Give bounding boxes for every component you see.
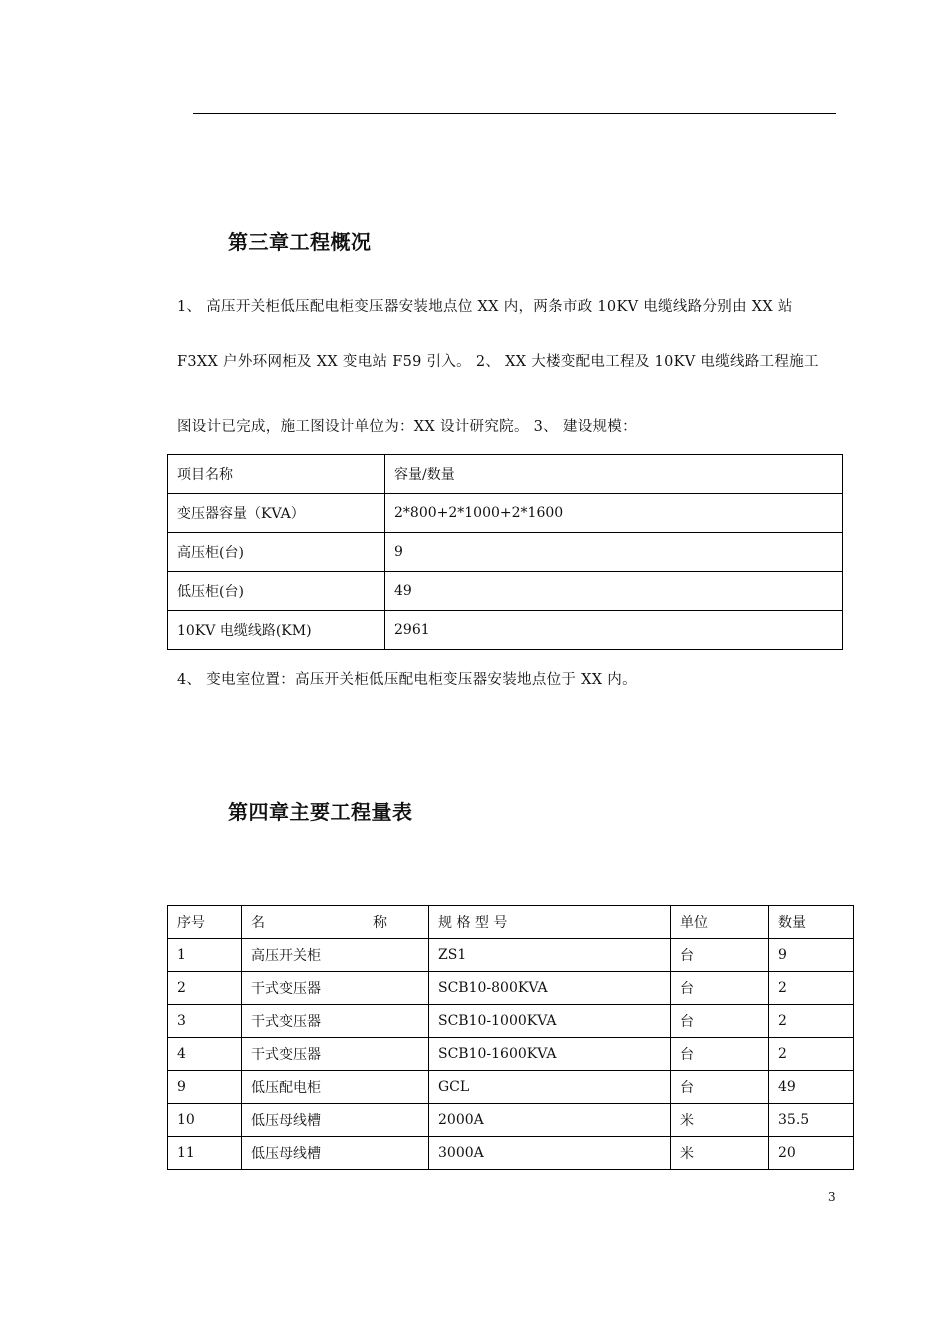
header-cell: 数量 [769,906,854,939]
table-cell: 高压柜(台) [168,533,385,572]
table-row [168,1005,854,1038]
table-cell: 米 [671,1104,769,1137]
table-row [168,611,843,650]
table-cell: 2000A [429,1104,671,1137]
table-row [168,572,843,611]
table-cell: 11 [168,1137,242,1170]
table-cell: 10KV 电缆线路(KM) [168,611,385,650]
table-cell: 2961 [385,611,843,650]
table-row [168,1137,854,1170]
header-cell: 规 格 型 号 [429,906,671,939]
table-cell: 低压母线槽 [242,1137,429,1170]
table-cell: 2 [769,972,854,1005]
table-cell: 4 [168,1038,242,1071]
header-rule [193,113,836,114]
table-cell: 2 [769,1038,854,1071]
header-cell [242,906,429,939]
table-row [168,972,854,1005]
table-cell: 1 [168,939,242,972]
table-cell: ZS1 [429,939,671,972]
header-cell: 项目名称 [168,455,385,494]
chapter4-title: 第四章主要工程量表 [228,800,413,824]
table-row [168,939,854,972]
page-number: 3 [828,1190,836,1204]
table-cell: 低压柜(台) [168,572,385,611]
table-cell: 台 [671,1071,769,1104]
table-header-row [168,906,854,939]
table-cell: 台 [671,1005,769,1038]
table-cell: 变压器容量（KVA） [168,494,385,533]
table-cell: 高压开关柜 [242,939,429,972]
table-row [168,533,843,572]
table-cell: 49 [769,1071,854,1104]
table-cell: GCL [429,1071,671,1104]
header-cell: 单位 [671,906,769,939]
table-row [168,1038,854,1071]
table-header-row [168,455,843,494]
chapter3-line-1: 1、 高压开关柜低压配电柜变压器安装地点位 XX 内，两条市政 10KV 电缆线路分别由 XX 站 [177,299,793,315]
table-cell: 台 [671,1038,769,1071]
table-cell: 9 [769,939,854,972]
table-cell: 低压母线槽 [242,1104,429,1137]
table-cell: 9 [385,533,843,572]
header-name-part: 称 [373,915,387,931]
table-cell: 干式变压器 [242,1005,429,1038]
quantity-table [167,905,854,1170]
scale-table [167,454,843,650]
table-cell: 干式变压器 [242,1038,429,1071]
table-cell: 台 [671,972,769,1005]
table-cell: 2 [769,1005,854,1038]
table-row [168,1104,854,1137]
table-cell: 20 [769,1137,854,1170]
table-row [168,1071,854,1104]
table-cell: 2 [168,972,242,1005]
chapter3-line-3: 图设计已完成，施工图设计单位为：XX 设计研究院。 3、 建设规模： [177,419,637,435]
table-cell: 49 [385,572,843,611]
table-cell: 3 [168,1005,242,1038]
header-cell: 序号 [168,906,242,939]
table-cell: 35.5 [769,1104,854,1137]
chapter3-line-2: F3XX 户外环网柜及 XX 变电站 F59 引入。 2、 XX 大楼变配电工程及 10KV 电缆线路工程施工 [177,354,819,370]
table-cell: 9 [168,1071,242,1104]
chapter3-note: 4、 变电室位置：高压开关柜低压配电柜变压器安装地点位于 XX 内。 [177,672,637,688]
table-cell: 米 [671,1137,769,1170]
header-name-part: 名 [251,915,265,931]
header-cell: 容量/数量 [385,455,843,494]
table-cell: 2*800+2*1000+2*1600 [385,494,843,533]
table-cell: SCB10-800KVA [429,972,671,1005]
table-cell: 3000A [429,1137,671,1170]
table-cell: SCB10-1000KVA [429,1005,671,1038]
chapter3-title: 第三章工程概况 [228,230,372,254]
table-cell: 10 [168,1104,242,1137]
table-cell: 台 [671,939,769,972]
table-cell: 干式变压器 [242,972,429,1005]
table-cell: 低压配电柜 [242,1071,429,1104]
table-row [168,494,843,533]
table-cell: SCB10-1600KVA [429,1038,671,1071]
